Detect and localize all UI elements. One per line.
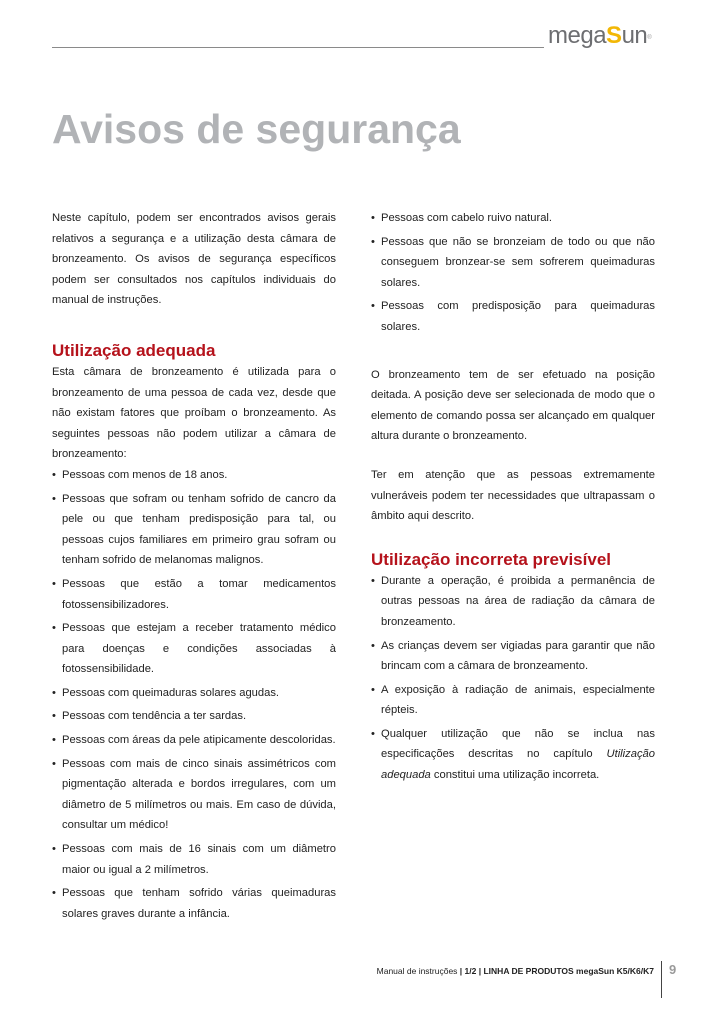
list-item-text: Pessoas com tendência a ter sardas.: [62, 710, 247, 723]
list-item-text: Qualquer utilização que não se inclua nas especificações descritas no capítulo: [381, 727, 655, 761]
list-item: [371, 724, 655, 786]
footer-volume: 1/2: [464, 966, 477, 976]
list-item-text: Pessoas que tenham sofrido várias queimaduras solares graves durante a infância.: [62, 887, 336, 920]
list-item: [52, 883, 336, 924]
footer-divider: [661, 961, 662, 998]
list-item-text: Pessoas que estão a tomar medicamentos fotossensibilizadores.: [62, 577, 336, 611]
list-item-text: Pessoas com cabelo ruivo natural.: [381, 212, 553, 224]
spacer: [371, 341, 655, 365]
list-item-text: Pessoas com menos de 18 anos.: [62, 468, 228, 481]
list-item: [52, 489, 336, 571]
list-item-text: Pessoas com queimaduras solares agudas.: [62, 686, 280, 699]
bullet-icon: •: [52, 577, 56, 590]
page-title: Avisos de segurança: [52, 106, 461, 152]
page-number: 9: [669, 962, 677, 977]
megasun-logo: [548, 22, 651, 50]
restricted-persons-list-continued: [371, 208, 655, 338]
list-item: [371, 208, 655, 229]
spacer: [371, 527, 655, 549]
proper-use-paragraph: Esta câmara de bronzeamento é utilizada para o bronzeamento de uma pessoa de cada vez, desde que não existam fatores que proíbam o bronzeamento. As seguintes pessoas não podem utilizar a câmara de bronzeamento:: [52, 365, 336, 461]
bullet-icon: •: [371, 212, 375, 224]
list-item: [52, 683, 336, 704]
bullet-icon: •: [52, 622, 56, 635]
logo-text-un: un: [621, 22, 648, 49]
footer-product-line: LINHA DE PRODUTOS megaSun K5/K6/K7: [483, 966, 654, 976]
list-item: [52, 839, 336, 880]
footer-separator: |: [476, 966, 484, 976]
footer-manual-label: Manual de instruções: [376, 966, 458, 976]
list-item: [52, 574, 336, 615]
lying-position-paragraph: O bronzeamento tem de ser efetuado na posição deitada. A posição deve ser selecionada de modo que o elemento de comando possa ser alcançado em qualquer altura durante o bronzeamento.: [371, 368, 655, 443]
list-item-text: Pessoas que sofram ou tenham sofrido de cancro da pele ou que tenham predisposição para tal, ou pessoas cujos familiares em primeiro grau sofram ou tenham sofrido de melanomas malignos.: [62, 492, 336, 567]
list-item: [371, 636, 655, 677]
footer-text: [377, 966, 654, 976]
intro-paragraph: Neste capítulo, podem ser encontrados avisos gerais relativos a segurança e a utilização desta câmara de bronzeamento. Os avisos de segurança específicos podem ser consultados nos capítulos individuais do manual de instruções.: [52, 212, 336, 307]
bullet-icon: •: [52, 843, 56, 856]
list-item-text: Pessoas com áreas da pele atipicamente descoloridas.: [62, 734, 336, 747]
bullet-icon: •: [52, 710, 56, 723]
registered-mark: ®: [647, 35, 652, 41]
header-rule: [52, 47, 544, 48]
misuse-list: [371, 571, 655, 786]
bullet-icon: •: [52, 757, 56, 770]
list-item-text: Pessoas com predisposição para queimaduras solares.: [381, 300, 655, 333]
right-column: [371, 208, 655, 789]
list-item: [371, 296, 655, 337]
footer-separator: |: [457, 966, 465, 976]
list-item-text: constitui uma utilização incorreta.: [430, 769, 600, 782]
left-column: [52, 208, 336, 927]
bullet-icon: •: [371, 300, 375, 313]
spacer: [52, 311, 336, 340]
bullet-icon: •: [371, 574, 375, 587]
list-item: [371, 232, 655, 294]
list-item-text: Pessoas com mais de cinco sinais assimétricos com pigmentação alterada e bordos irregulares, com um diâmetro de 5 milímetros ou mais. Em caso de dúvida, consultar um médico!: [62, 757, 336, 832]
restricted-persons-list: [52, 465, 336, 924]
list-item: [52, 754, 336, 836]
bullet-icon: •: [371, 727, 375, 740]
spacer: [371, 447, 655, 465]
bullet-icon: •: [371, 639, 375, 652]
bullet-icon: •: [371, 683, 375, 696]
list-item: [52, 706, 336, 727]
section-heading-proper-use: Utilização adequada: [52, 340, 216, 360]
list-item: [52, 730, 336, 751]
chapter-reference: Utilização adequada: [381, 748, 655, 782]
section-heading-foreseeable-misuse: Utilização incorreta previsível: [371, 549, 611, 569]
list-item: [52, 618, 336, 680]
logo-accent-s: S: [606, 22, 622, 49]
list-item-text: A exposição à radiação de animais, especialmente répteis.: [381, 683, 655, 717]
list-item-text: Pessoas com mais de 16 sinais com um diâmetro maior ou igual a 2 milímetros.: [62, 843, 336, 876]
bullet-icon: •: [52, 734, 56, 747]
bullet-icon: •: [52, 492, 56, 505]
list-item: [52, 465, 336, 486]
bullet-icon: •: [52, 887, 56, 900]
list-item-text: As crianças devem ser vigiadas para garantir que não brincam com a câmara de bronzeamento.: [381, 639, 655, 673]
bullet-icon: •: [52, 686, 56, 699]
list-item: [371, 680, 655, 721]
list-item-text: Pessoas que estejam a receber tratamento médico para doenças e condições associadas à fotossensibilidade.: [62, 622, 336, 676]
logo-text-mega: mega: [548, 22, 607, 49]
bullet-icon: •: [52, 468, 56, 481]
list-item-text: Durante a operação, é proibida a permanência de outras pessoas na área de radiação da câmara de bronzeamento.: [381, 574, 655, 628]
vulnerable-persons-paragraph: Ter em atenção que as pessoas extremamente vulneráveis podem ter necessidades que ultrapassam o âmbito aqui descrito.: [371, 468, 655, 523]
list-item: [371, 571, 655, 633]
bullet-icon: •: [371, 235, 375, 248]
list-item-text: Pessoas que não se bronzeiam de todo ou que não conseguem bronzear-se sem sofrerem queimaduras solares.: [381, 235, 655, 289]
